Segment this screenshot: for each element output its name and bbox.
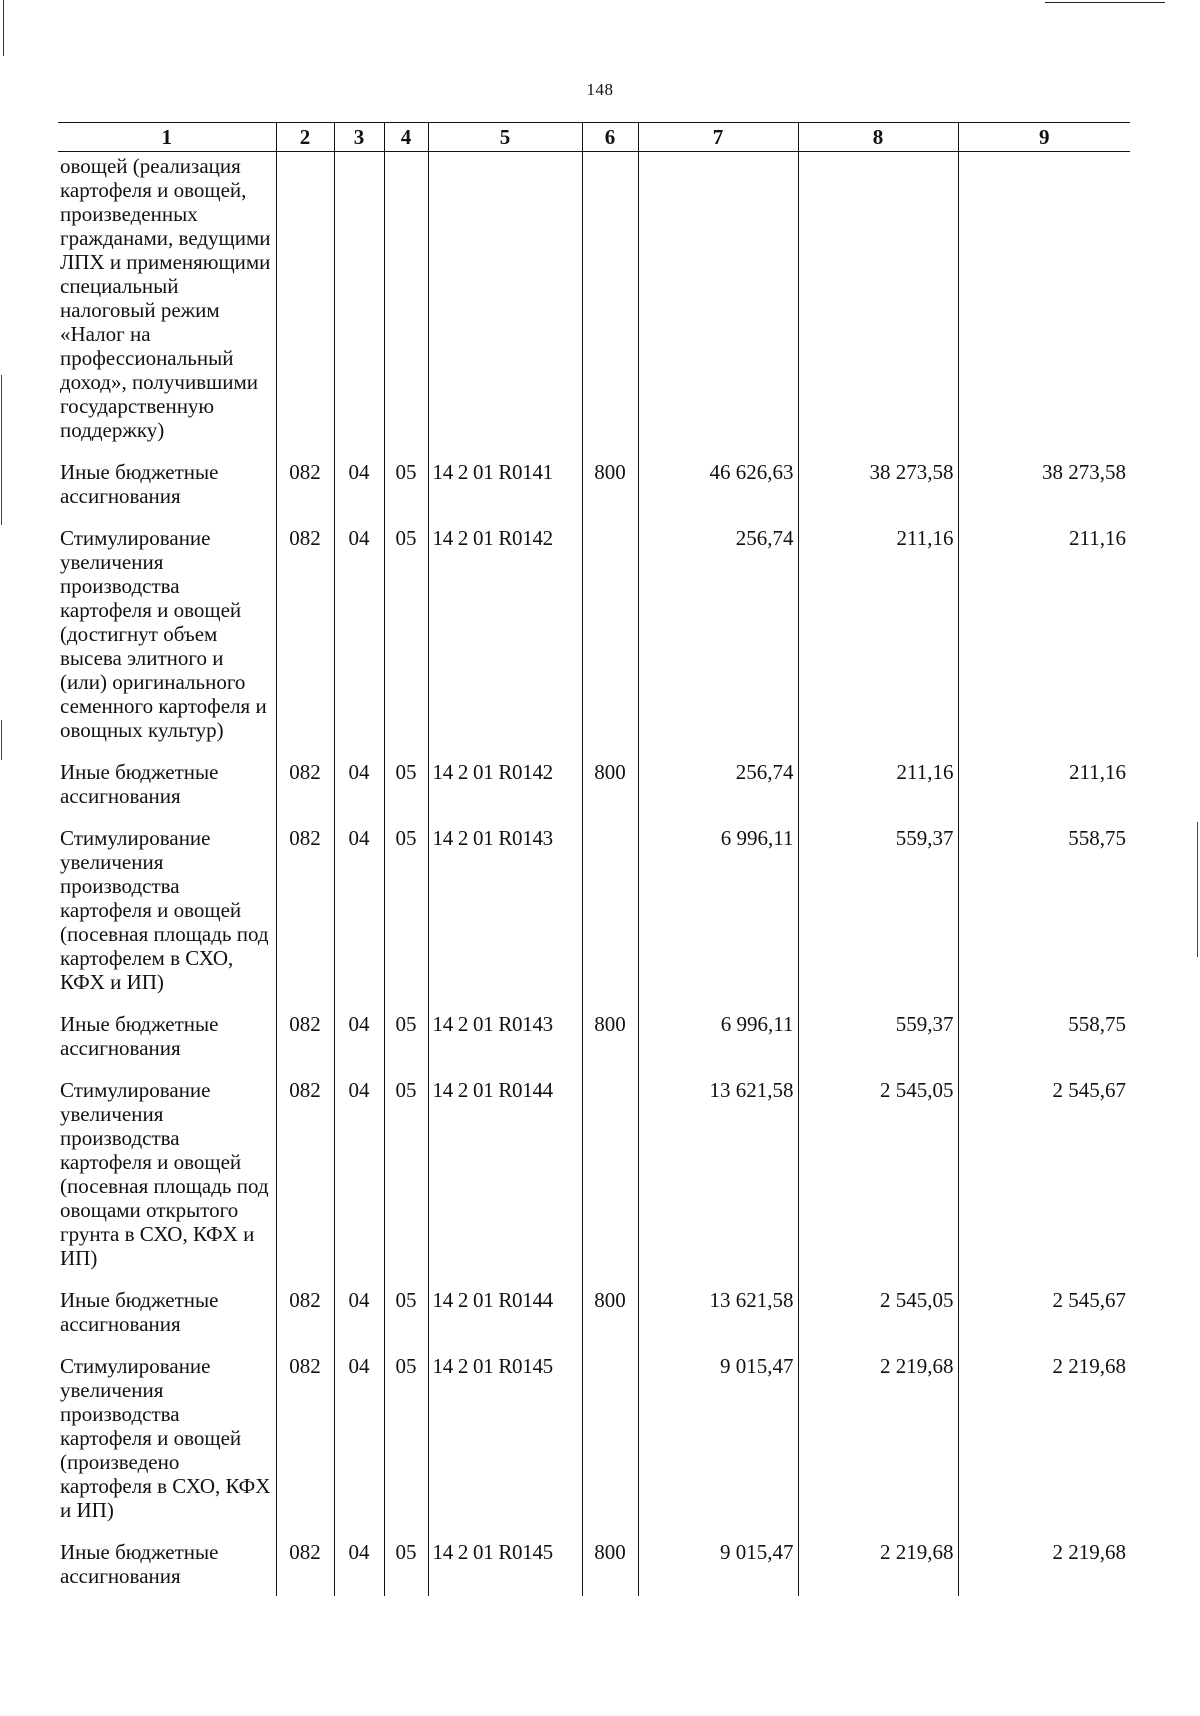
cell-section: 04 bbox=[334, 524, 384, 758]
cell-subsection: 05 bbox=[384, 458, 428, 524]
cell-amount-col7 bbox=[638, 152, 798, 459]
cell-ministry-code: 082 bbox=[276, 524, 334, 758]
cell-amount-col9: 38 273,58 bbox=[958, 458, 1130, 524]
cell-amount-col8: 211,16 bbox=[798, 758, 958, 824]
scan-corner-rule bbox=[1045, 2, 1165, 3]
scan-edge-mark bbox=[3, 0, 4, 56]
cell-amount-col8: 38 273,58 bbox=[798, 458, 958, 524]
cell-section: 04 bbox=[334, 1076, 384, 1286]
cell-amount-col8: 2 545,05 bbox=[798, 1076, 958, 1286]
cell-target-article bbox=[428, 152, 582, 459]
cell-expense-type: 800 bbox=[582, 1286, 638, 1352]
table-row bbox=[58, 824, 1130, 1010]
cell-ministry-code bbox=[276, 152, 334, 459]
cell-amount-col7: 256,74 bbox=[638, 524, 798, 758]
header-row bbox=[58, 123, 1130, 152]
scan-edge-mark bbox=[1, 720, 2, 760]
cell-target-article: 14 2 01 R0143 bbox=[428, 1010, 582, 1076]
header-cell: 9 bbox=[958, 123, 1130, 152]
table-row bbox=[58, 1076, 1130, 1286]
cell-amount-col8 bbox=[798, 152, 958, 459]
cell-amount-col8: 559,37 bbox=[798, 1010, 958, 1076]
header-cell: 2 bbox=[276, 123, 334, 152]
cell-section: 04 bbox=[334, 458, 384, 524]
header-cell: 7 bbox=[638, 123, 798, 152]
cell-name: Иные бюджетные ассигнования bbox=[60, 1540, 219, 1588]
table-row bbox=[58, 758, 1130, 824]
budget-table bbox=[58, 122, 1130, 1596]
cell-name: овощей (реализация картофеля и овощей, произведенных гражданами, ведущими ЛПХ и применяющими специальный налоговый режим «Налог на профессиональный доход», получившими государственную поддержку) bbox=[60, 154, 271, 442]
table-row bbox=[58, 1286, 1130, 1352]
page-number: 148 bbox=[586, 80, 614, 99]
cell-expense-type: 800 bbox=[582, 758, 638, 824]
cell-subsection: 05 bbox=[384, 1010, 428, 1076]
cell-amount-col9: 2 219,68 bbox=[958, 1538, 1130, 1596]
cell-amount-col7: 13 621,58 bbox=[638, 1286, 798, 1352]
cell-amount-col8: 559,37 bbox=[798, 824, 958, 1010]
cell-amount-col9: 2 219,68 bbox=[958, 1352, 1130, 1538]
cell-subsection: 05 bbox=[384, 1538, 428, 1596]
cell-expense-type bbox=[582, 524, 638, 758]
cell-expense-type: 800 bbox=[582, 1010, 638, 1076]
header-cell: 1 bbox=[58, 123, 276, 152]
cell-section: 04 bbox=[334, 1010, 384, 1076]
header-cell: 4 bbox=[384, 123, 428, 152]
cell-amount-col8: 2 219,68 bbox=[798, 1538, 958, 1596]
cell-target-article: 14 2 01 R0141 bbox=[428, 458, 582, 524]
cell-amount-col7: 9 015,47 bbox=[638, 1538, 798, 1596]
cell-expense-type: 800 bbox=[582, 1538, 638, 1596]
cell-section: 04 bbox=[334, 758, 384, 824]
cell-section bbox=[334, 152, 384, 459]
cell-name: Иные бюджетные ассигнования bbox=[60, 760, 219, 808]
cell-target-article: 14 2 01 R0145 bbox=[428, 1538, 582, 1596]
cell-name: Стимулирование увеличения производства картофеля и овощей (посевная площадь под овощами открытого грунта в СХО, КФХ и ИП) bbox=[60, 1078, 269, 1270]
header-cell: 5 bbox=[428, 123, 582, 152]
table-row bbox=[58, 1010, 1130, 1076]
cell-ministry-code: 082 bbox=[276, 1352, 334, 1538]
cell-amount-col8: 211,16 bbox=[798, 524, 958, 758]
cell-amount-col8: 2 545,05 bbox=[798, 1286, 958, 1352]
header-cell: 6 bbox=[582, 123, 638, 152]
cell-target-article: 14 2 01 R0142 bbox=[428, 524, 582, 758]
cell-name: Стимулирование увеличения производства картофеля и овощей (достигнут объем высева элитного и (или) оригинального семенного картофеля и овощных культур) bbox=[60, 526, 267, 742]
table-row bbox=[58, 458, 1130, 524]
header-cell: 3 bbox=[334, 123, 384, 152]
cell-amount-col7: 6 996,11 bbox=[638, 824, 798, 1010]
cell-target-article: 14 2 01 R0144 bbox=[428, 1076, 582, 1286]
cell-amount-col7: 256,74 bbox=[638, 758, 798, 824]
cell-amount-col7: 6 996,11 bbox=[638, 1010, 798, 1076]
cell-amount-col7: 13 621,58 bbox=[638, 1076, 798, 1286]
cell-subsection: 05 bbox=[384, 758, 428, 824]
cell-expense-type bbox=[582, 824, 638, 1010]
cell-expense-type: 800 bbox=[582, 458, 638, 524]
cell-ministry-code: 082 bbox=[276, 824, 334, 1010]
cell-amount-col7: 46 626,63 bbox=[638, 458, 798, 524]
cell-ministry-code: 082 bbox=[276, 1010, 334, 1076]
table-row bbox=[58, 524, 1130, 758]
cell-subsection: 05 bbox=[384, 524, 428, 758]
table-row bbox=[58, 1352, 1130, 1538]
cell-target-article: 14 2 01 R0143 bbox=[428, 824, 582, 1010]
cell-subsection: 05 bbox=[384, 1286, 428, 1352]
cell-subsection: 05 bbox=[384, 1076, 428, 1286]
cell-section: 04 bbox=[334, 1286, 384, 1352]
cell-ministry-code: 082 bbox=[276, 458, 334, 524]
cell-amount-col9: 558,75 bbox=[958, 824, 1130, 1010]
cell-expense-type bbox=[582, 152, 638, 459]
cell-name: Стимулирование увеличения производства картофеля и овощей (произведено картофеля в СХО, КФХ и ИП) bbox=[60, 1354, 271, 1522]
cell-target-article: 14 2 01 R0142 bbox=[428, 758, 582, 824]
cell-ministry-code: 082 bbox=[276, 1538, 334, 1596]
table-body bbox=[58, 152, 1130, 1597]
cell-section: 04 bbox=[334, 1538, 384, 1596]
cell-name: Иные бюджетные ассигнования bbox=[60, 460, 219, 508]
cell-name: Иные бюджетные ассигнования bbox=[60, 1288, 219, 1336]
cell-subsection bbox=[384, 152, 428, 459]
cell-section: 04 bbox=[334, 824, 384, 1010]
cell-target-article: 14 2 01 R0145 bbox=[428, 1352, 582, 1538]
cell-expense-type bbox=[582, 1352, 638, 1538]
cell-target-article: 14 2 01 R0144 bbox=[428, 1286, 582, 1352]
cell-amount-col9: 2 545,67 bbox=[958, 1286, 1130, 1352]
cell-name: Иные бюджетные ассигнования bbox=[60, 1012, 219, 1060]
scan-edge-mark bbox=[1, 375, 2, 525]
cell-subsection: 05 bbox=[384, 1352, 428, 1538]
cell-ministry-code: 082 bbox=[276, 1286, 334, 1352]
cell-expense-type bbox=[582, 1076, 638, 1286]
cell-section: 04 bbox=[334, 1352, 384, 1538]
cell-amount-col7: 9 015,47 bbox=[638, 1352, 798, 1538]
cell-amount-col9: 558,75 bbox=[958, 1010, 1130, 1076]
cell-subsection: 05 bbox=[384, 824, 428, 1010]
scan-edge-mark bbox=[1197, 822, 1198, 957]
header-cell: 8 bbox=[798, 123, 958, 152]
cell-amount-col9: 2 545,67 bbox=[958, 1076, 1130, 1286]
cell-name: Стимулирование увеличения производства картофеля и овощей (посевная площадь под картофелем в СХО, КФХ и ИП) bbox=[60, 826, 269, 994]
cell-amount-col9 bbox=[958, 152, 1130, 459]
cell-ministry-code: 082 bbox=[276, 1076, 334, 1286]
cell-amount-col8: 2 219,68 bbox=[798, 1352, 958, 1538]
table-row bbox=[58, 152, 1130, 459]
cell-amount-col9: 211,16 bbox=[958, 524, 1130, 758]
table-header bbox=[58, 123, 1130, 152]
cell-amount-col9: 211,16 bbox=[958, 758, 1130, 824]
cell-ministry-code: 082 bbox=[276, 758, 334, 824]
table-row bbox=[58, 1538, 1130, 1596]
